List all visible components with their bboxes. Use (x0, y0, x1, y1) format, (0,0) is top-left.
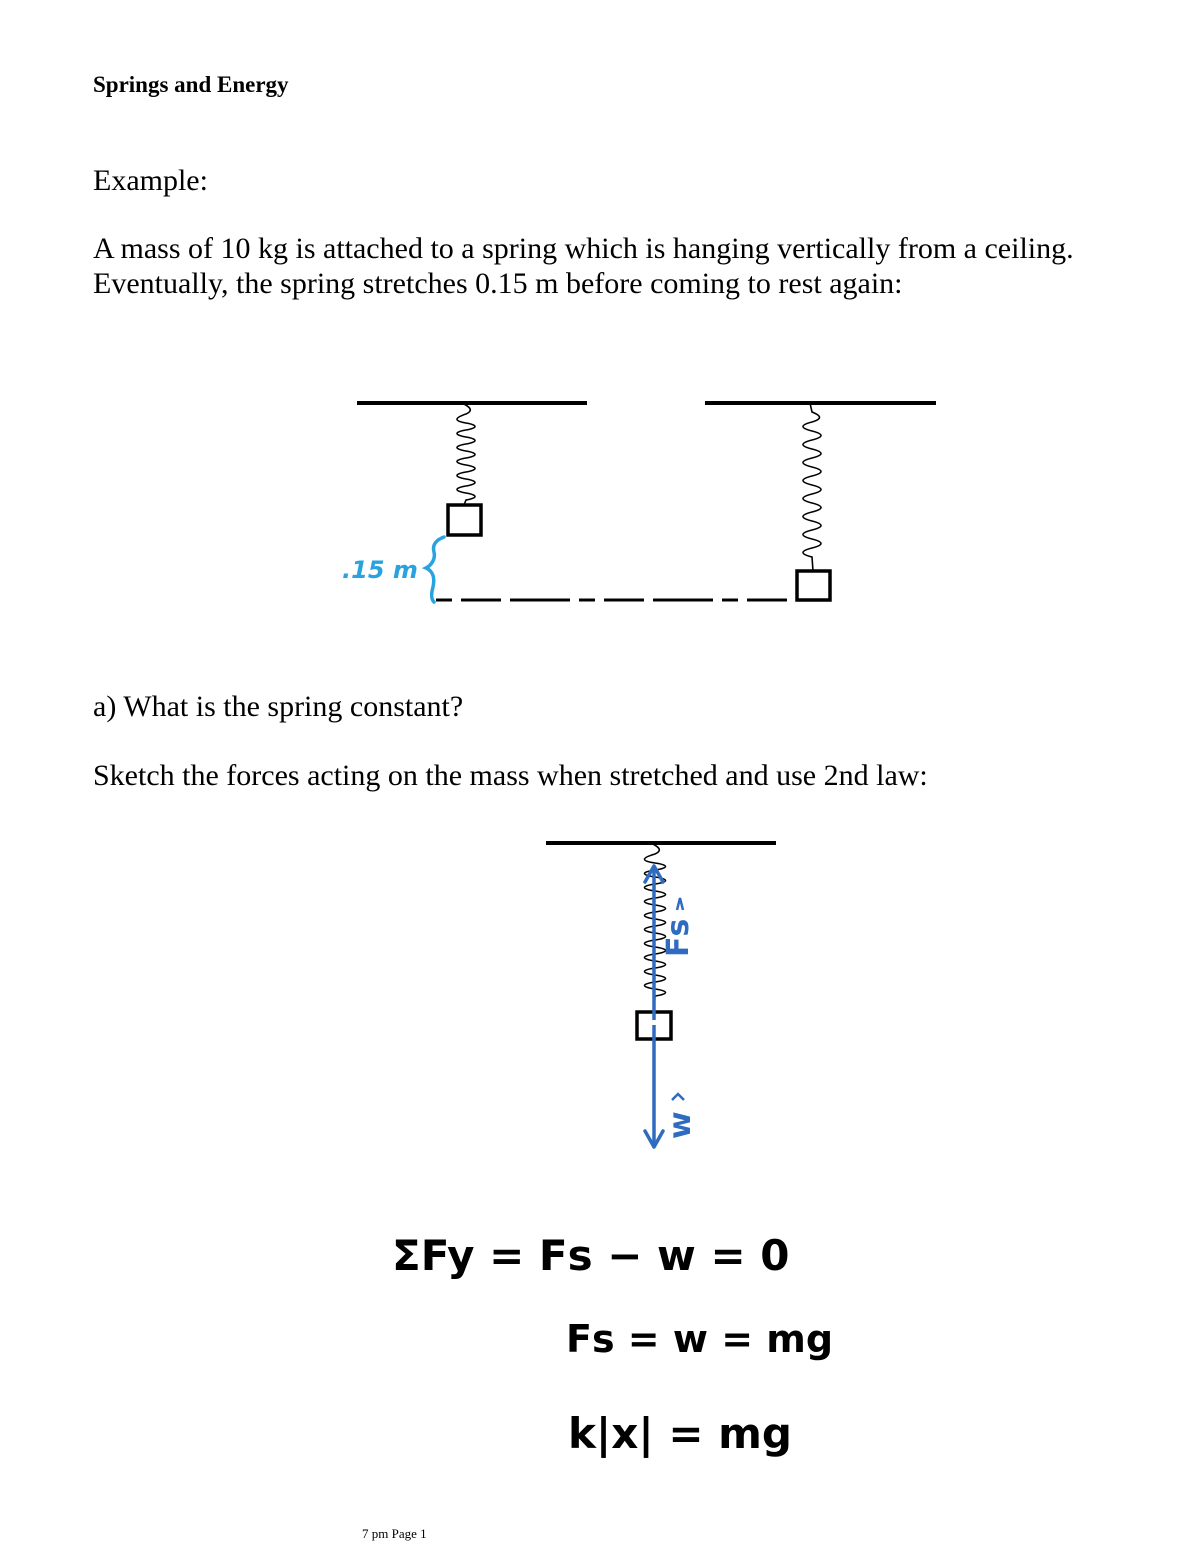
weight-label: w (663, 1111, 698, 1139)
equation-hookes-law: k|x| = mg (568, 1409, 792, 1458)
problem-text-line-1: A mass of 10 kg is attached to a spring which is hanging vertically from a ceiling. (93, 232, 1074, 265)
mass-block-rest (448, 505, 481, 535)
spring-long (803, 403, 821, 571)
example-label: Example: (93, 164, 208, 197)
weight-label-vector-mark (672, 1094, 684, 1100)
sketch-instruction: Sketch the forces acting on the mass when stretched and use 2nd law: (93, 759, 928, 792)
spring-force-label-vector-mark (677, 898, 683, 910)
equation-sum-of-forces: ΣFy = Fs − w = 0 (392, 1231, 790, 1280)
stretch-bracket (426, 537, 444, 602)
equation-fs-equals-mg: Fs = w = mg (566, 1317, 834, 1361)
question-a: a) What is the spring constant? (93, 690, 464, 723)
spring-short (457, 403, 475, 505)
page-footer: 7 pm Page 1 (362, 1526, 427, 1541)
problem-text-line-2: Eventually, the spring stretches 0.15 m before coming to rest again: (93, 267, 903, 300)
mass-block-stretched (797, 571, 830, 600)
stretch-label: .15 m (342, 556, 418, 584)
spring-force-label: Fs (661, 918, 696, 957)
page-header: Springs and Energy (93, 72, 289, 97)
